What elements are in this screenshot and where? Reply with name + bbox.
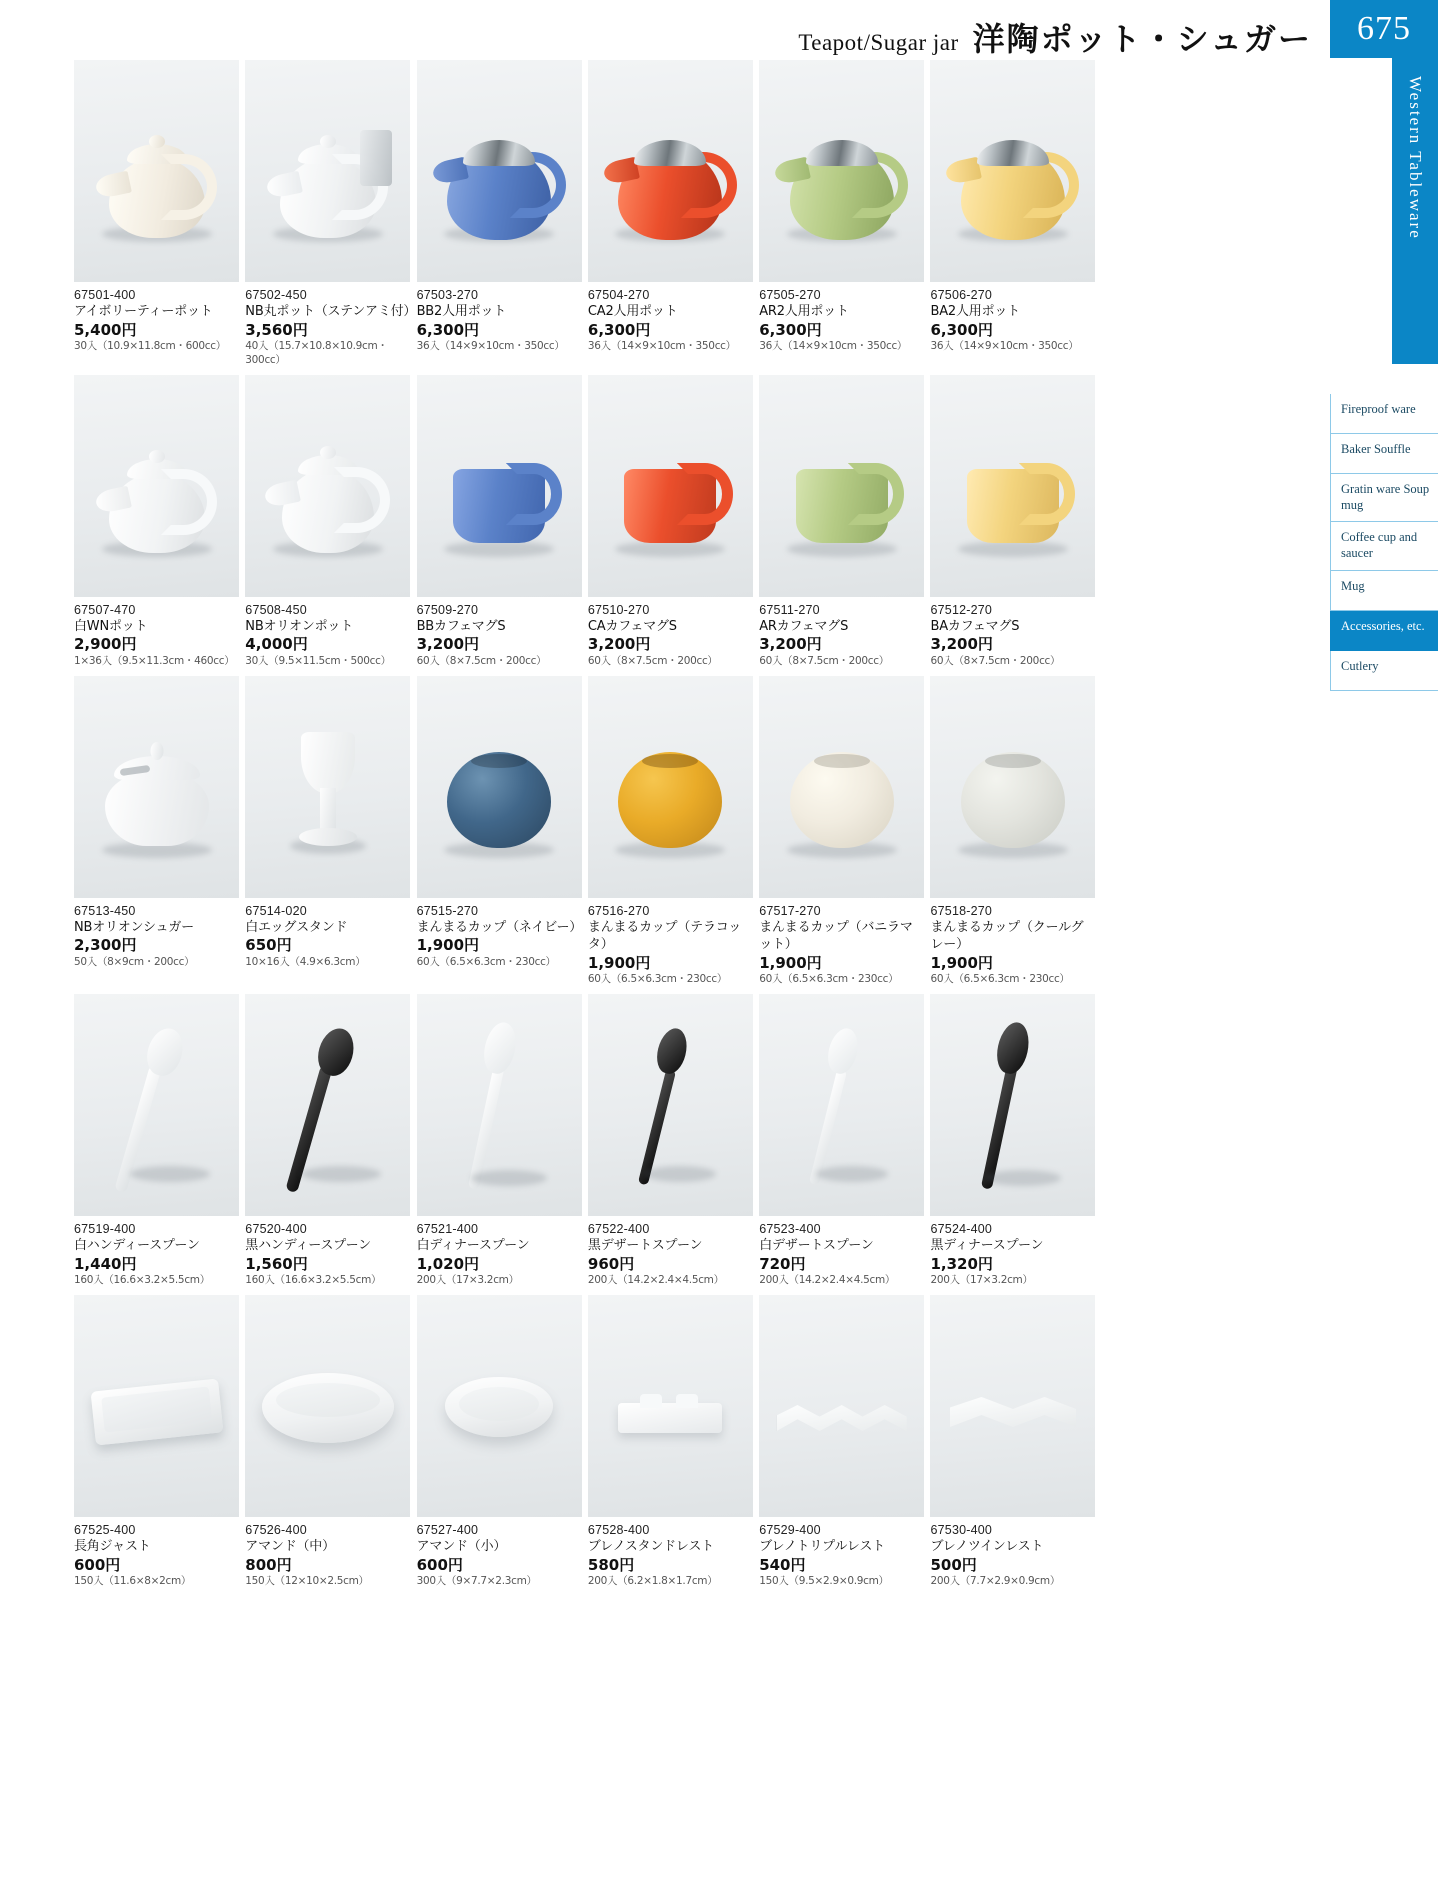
product-spec: 150入（9.5×2.9×0.9cm） xyxy=(759,1575,889,1588)
product-photo-67509 xyxy=(417,375,582,597)
product-photo-67528 xyxy=(588,1295,753,1517)
product-spec: 60入（6.5×6.3cm・230cc） xyxy=(759,973,899,986)
product-name: CAカフェマグS xyxy=(587,618,677,634)
tab-baker-souffle[interactable]: Baker Souffle xyxy=(1330,434,1438,474)
product-name: 白デザートスプーン xyxy=(759,1238,874,1254)
product-name: BB2人用ポット xyxy=(416,304,507,320)
product-card[interactable] xyxy=(759,676,930,987)
product-card[interactable] xyxy=(74,994,245,1288)
product-card[interactable] xyxy=(245,1295,416,1589)
product-code: 67507-470 xyxy=(74,602,136,617)
product-spec: 200入（6.2×1.8×1.7cm） xyxy=(587,1575,718,1588)
product-spec: 200入（17×3.2cm） xyxy=(930,1274,1033,1287)
product-card[interactable] xyxy=(74,1295,245,1589)
product-photo-67513 xyxy=(74,676,239,898)
product-name: 白ディナースプーン xyxy=(416,1238,530,1254)
product-name: アマンド（小） xyxy=(416,1539,507,1555)
product-price: 1,560円 xyxy=(245,1254,308,1273)
product-spec: 60入（8×7.5cm・200cc） xyxy=(930,654,1061,667)
product-name: BA2人用ポット xyxy=(930,304,1020,320)
product-spec: 40入（15.7×10.8×10.9cm・300cc） xyxy=(245,340,388,366)
product-photo-67505 xyxy=(759,60,924,282)
product-price: 580円 xyxy=(587,1555,635,1574)
product-price: 960円 xyxy=(587,1254,635,1273)
tab-fireproof-ware[interactable]: Fireproof ware xyxy=(1330,394,1438,434)
product-price: 1,900円 xyxy=(930,953,993,972)
product-card[interactable] xyxy=(245,994,416,1288)
product-price: 6,300円 xyxy=(587,320,651,339)
product-card[interactable] xyxy=(74,676,245,987)
product-spec: 60入（6.5×6.3cm・230cc） xyxy=(587,973,728,986)
product-price: 1,900円 xyxy=(587,953,651,972)
product-card[interactable] xyxy=(930,1295,1101,1589)
product-price: 500円 xyxy=(930,1555,977,1574)
header-titles xyxy=(798,14,1312,60)
product-spec: 36入（14×9×10cm・350cc） xyxy=(759,340,908,353)
tab-mug[interactable]: Mug xyxy=(1330,571,1438,611)
product-row xyxy=(74,375,1102,669)
product-spec: 200入（7.7×2.9×0.9cm） xyxy=(930,1575,1061,1588)
product-name: 長角ジャスト xyxy=(74,1539,151,1555)
chapter-tabs xyxy=(1330,394,1438,691)
product-card[interactable] xyxy=(588,60,759,368)
product-price: 1,320円 xyxy=(930,1254,993,1273)
product-card[interactable] xyxy=(759,60,930,368)
product-photo-67501 xyxy=(74,60,239,282)
product-spec: 30入（9.5×11.5cm・500cc） xyxy=(245,654,391,667)
product-code: 67501-400 xyxy=(74,288,136,302)
product-code: 67514-020 xyxy=(245,903,307,918)
product-card[interactable] xyxy=(588,994,759,1288)
product-spec: 10×16入（4.9×6.3cm） xyxy=(245,955,366,968)
page-title-english: Teapot/Sugar jar xyxy=(798,30,959,55)
product-spec: 36入（14×9×10cm・350cc） xyxy=(587,340,736,353)
product-spec: 150入（11.6×8×2cm） xyxy=(74,1575,192,1588)
product-price: 4,000円 xyxy=(245,635,308,654)
product-price: 5,400円 xyxy=(74,320,137,339)
product-price: 600円 xyxy=(74,1555,121,1574)
product-photo-67506 xyxy=(930,60,1095,282)
product-code: 67518-270 xyxy=(930,903,993,918)
product-name: まんまるカップ（ネイビー） xyxy=(416,919,583,935)
product-code: 67528-400 xyxy=(587,1522,650,1537)
product-card[interactable] xyxy=(417,375,588,669)
product-card[interactable] xyxy=(417,676,588,987)
section-label-text: Western Tableware xyxy=(1406,76,1425,240)
product-price: 3,200円 xyxy=(416,635,480,654)
product-photo-67511 xyxy=(759,375,924,597)
product-name: ARカフェマグS xyxy=(759,618,849,634)
product-price: 2,300円 xyxy=(74,936,137,955)
product-price: 720円 xyxy=(759,1254,806,1273)
product-spec: 30入（10.9×11.8cm・600cc） xyxy=(74,340,226,353)
product-spec: 1×36入（9.5×11.3cm・460cc） xyxy=(74,654,235,667)
product-photo-67525 xyxy=(74,1295,239,1517)
product-price: 800円 xyxy=(245,1555,292,1574)
product-spec: 36入（14×9×10cm・350cc） xyxy=(416,340,565,353)
page-number: 675 xyxy=(1330,0,1438,58)
product-photo-67510 xyxy=(588,375,753,597)
product-price: 3,200円 xyxy=(587,635,651,654)
product-card[interactable] xyxy=(588,375,759,669)
product-spec: 60入（8×7.5cm・200cc） xyxy=(759,654,889,667)
product-card[interactable] xyxy=(588,1295,759,1589)
tab-coffee-cup-and-saucer[interactable]: Coffee cup and saucer xyxy=(1330,522,1438,570)
product-name: 黒ハンディースプーン xyxy=(245,1238,371,1254)
product-card[interactable] xyxy=(930,676,1101,987)
product-spec: 60入（6.5×6.3cm・230cc） xyxy=(416,955,556,968)
product-name: BAカフェマグS xyxy=(930,618,1020,634)
product-price: 6,300円 xyxy=(759,320,822,339)
product-photo-67530 xyxy=(930,1295,1095,1517)
product-grid xyxy=(74,60,1102,1596)
product-photo-67504 xyxy=(588,60,753,282)
product-code: 67520-400 xyxy=(245,1222,307,1236)
product-card[interactable] xyxy=(245,375,416,669)
product-photo-67522 xyxy=(588,994,753,1216)
product-spec: 60入（8×7.5cm・200cc） xyxy=(416,654,547,667)
product-code: 67511-270 xyxy=(759,602,820,617)
product-name: 白ハンディースプーン xyxy=(74,1238,200,1254)
product-spec: 200入（17×3.2cm） xyxy=(416,1274,519,1287)
product-code: 67530-400 xyxy=(930,1522,993,1537)
product-spec: 200入（14.2×2.4×4.5cm） xyxy=(759,1274,896,1287)
page-title-japanese: 洋陶ポット・シュガー xyxy=(972,20,1312,58)
product-photo-67507 xyxy=(74,375,239,597)
product-code: 67506-270 xyxy=(930,288,993,302)
tab-gratin-ware-soup-mug[interactable]: Gratin ware Soup mug xyxy=(1330,474,1438,522)
product-code: 67526-400 xyxy=(245,1522,307,1537)
product-price: 6,300円 xyxy=(416,320,480,339)
product-code: 67503-270 xyxy=(416,288,479,302)
product-name: まんまるカップ（バニラマット） xyxy=(759,919,913,953)
product-spec: 160入（16.6×3.2×5.5cm） xyxy=(74,1274,210,1287)
product-name: BBカフェマグS xyxy=(416,618,506,634)
product-spec: 50入（8×9cm・200cc） xyxy=(74,955,195,968)
product-photo-67526 xyxy=(245,1295,410,1517)
product-photo-67512 xyxy=(930,375,1095,597)
section-label-western-tableware xyxy=(1392,58,1438,364)
product-name: NB丸ポット（ステンアミ付） xyxy=(245,304,417,320)
product-code: 67513-450 xyxy=(74,903,136,918)
product-code: 67523-400 xyxy=(759,1222,821,1236)
product-code: 67508-450 xyxy=(245,602,307,617)
product-spec: 36入（14×9×10cm・350cc） xyxy=(930,340,1079,353)
product-card[interactable] xyxy=(759,375,930,669)
tab-accessories-etc[interactable]: Accessories, etc. xyxy=(1330,611,1438,651)
product-name: 白WNポット xyxy=(74,618,148,634)
product-spec: 160入（16.6×3.2×5.5cm） xyxy=(245,1274,382,1287)
product-code: 67527-400 xyxy=(416,1522,479,1537)
product-photo-67516 xyxy=(588,676,753,898)
product-price: 3,200円 xyxy=(759,635,822,654)
product-card[interactable] xyxy=(245,60,416,368)
product-price: 6,300円 xyxy=(930,320,993,339)
product-price: 650円 xyxy=(245,936,292,955)
product-photo-67529 xyxy=(759,1295,924,1517)
product-name: まんまるカップ（クールグレー） xyxy=(930,919,1084,953)
product-name: 黒ディナースプーン xyxy=(930,1238,1044,1254)
product-code: 67525-400 xyxy=(74,1522,136,1537)
product-code: 67504-270 xyxy=(587,288,650,302)
product-card[interactable] xyxy=(759,1295,930,1589)
product-name: ブレノスタンドレスト xyxy=(587,1539,714,1555)
product-row xyxy=(74,994,1102,1288)
product-price: 1,900円 xyxy=(759,953,822,972)
product-spec: 200入（14.2×2.4×4.5cm） xyxy=(587,1274,724,1287)
product-spec: 150入（12×10×2.5cm） xyxy=(245,1575,369,1588)
product-spec: 60入（8×7.5cm・200cc） xyxy=(587,654,718,667)
product-code: 67512-270 xyxy=(930,602,993,617)
product-row xyxy=(74,60,1102,368)
product-code: 67516-270 xyxy=(587,903,650,918)
product-card[interactable] xyxy=(74,375,245,669)
product-card[interactable] xyxy=(930,375,1101,669)
product-row xyxy=(74,1295,1102,1589)
product-photo-67521 xyxy=(417,994,582,1216)
product-name: まんまるカップ（テラコッタ） xyxy=(587,919,742,953)
product-card[interactable] xyxy=(245,676,416,987)
product-photo-67508 xyxy=(245,375,410,597)
side-tab-rail xyxy=(1330,58,1438,1898)
product-price: 1,020円 xyxy=(416,1254,480,1273)
product-price: 540円 xyxy=(759,1555,806,1574)
product-card[interactable] xyxy=(74,60,245,368)
tab-cutlery[interactable]: Cutlery xyxy=(1330,651,1438,691)
page-header xyxy=(0,0,1438,58)
product-row xyxy=(74,676,1102,987)
product-photo-67518 xyxy=(930,676,1095,898)
product-photo-67519 xyxy=(74,994,239,1216)
product-code: 67509-270 xyxy=(416,602,479,617)
product-name: AR2人用ポット xyxy=(759,304,849,320)
product-name: 白エッグスタンド xyxy=(245,919,348,935)
product-name: ブレノトリプルレスト xyxy=(759,1539,885,1555)
product-card[interactable] xyxy=(417,994,588,1288)
product-name: NBオリオンポット xyxy=(245,618,354,634)
product-code: 67517-270 xyxy=(759,903,821,918)
product-photo-67514 xyxy=(245,676,410,898)
product-price: 3,560円 xyxy=(245,320,308,339)
product-card[interactable] xyxy=(930,60,1101,368)
product-code: 67529-400 xyxy=(759,1522,821,1537)
product-spec: 60入（6.5×6.3cm・230cc） xyxy=(930,973,1070,986)
product-name: CA2人用ポット xyxy=(587,304,678,320)
product-card[interactable] xyxy=(417,1295,588,1589)
product-card[interactable] xyxy=(588,676,759,987)
product-code: 67522-400 xyxy=(587,1222,650,1236)
product-name: NBオリオンシュガー xyxy=(74,919,194,935)
product-code: 67515-270 xyxy=(416,903,479,918)
product-photo-67523 xyxy=(759,994,924,1216)
product-code: 67505-270 xyxy=(759,288,821,302)
product-spec: 300入（9×7.7×2.3cm） xyxy=(416,1575,537,1588)
product-card[interactable] xyxy=(930,994,1101,1288)
product-photo-67527 xyxy=(417,1295,582,1517)
product-code: 67502-450 xyxy=(245,288,307,302)
product-photo-67520 xyxy=(245,994,410,1216)
product-name: 黒デザートスプーン xyxy=(587,1238,703,1254)
product-price: 2,900円 xyxy=(74,635,137,654)
product-price: 1,900円 xyxy=(416,936,480,955)
product-card[interactable] xyxy=(759,994,930,1288)
product-price: 3,200円 xyxy=(930,635,993,654)
product-photo-67515 xyxy=(417,676,582,898)
product-name: アマンド（中） xyxy=(245,1539,335,1555)
product-photo-67524 xyxy=(930,994,1095,1216)
product-code: 67521-400 xyxy=(416,1222,479,1236)
product-code: 67519-400 xyxy=(74,1222,136,1236)
product-price: 600円 xyxy=(416,1555,463,1574)
product-name: ブレノツインレスト xyxy=(930,1539,1044,1555)
product-photo-67503 xyxy=(417,60,582,282)
product-name: アイボリーティーポット xyxy=(74,304,213,320)
product-code: 67524-400 xyxy=(930,1222,993,1236)
product-photo-67502 xyxy=(245,60,410,282)
product-price: 1,440円 xyxy=(74,1254,137,1273)
product-photo-67517 xyxy=(759,676,924,898)
product-card[interactable] xyxy=(417,60,588,368)
product-code: 67510-270 xyxy=(587,602,650,617)
